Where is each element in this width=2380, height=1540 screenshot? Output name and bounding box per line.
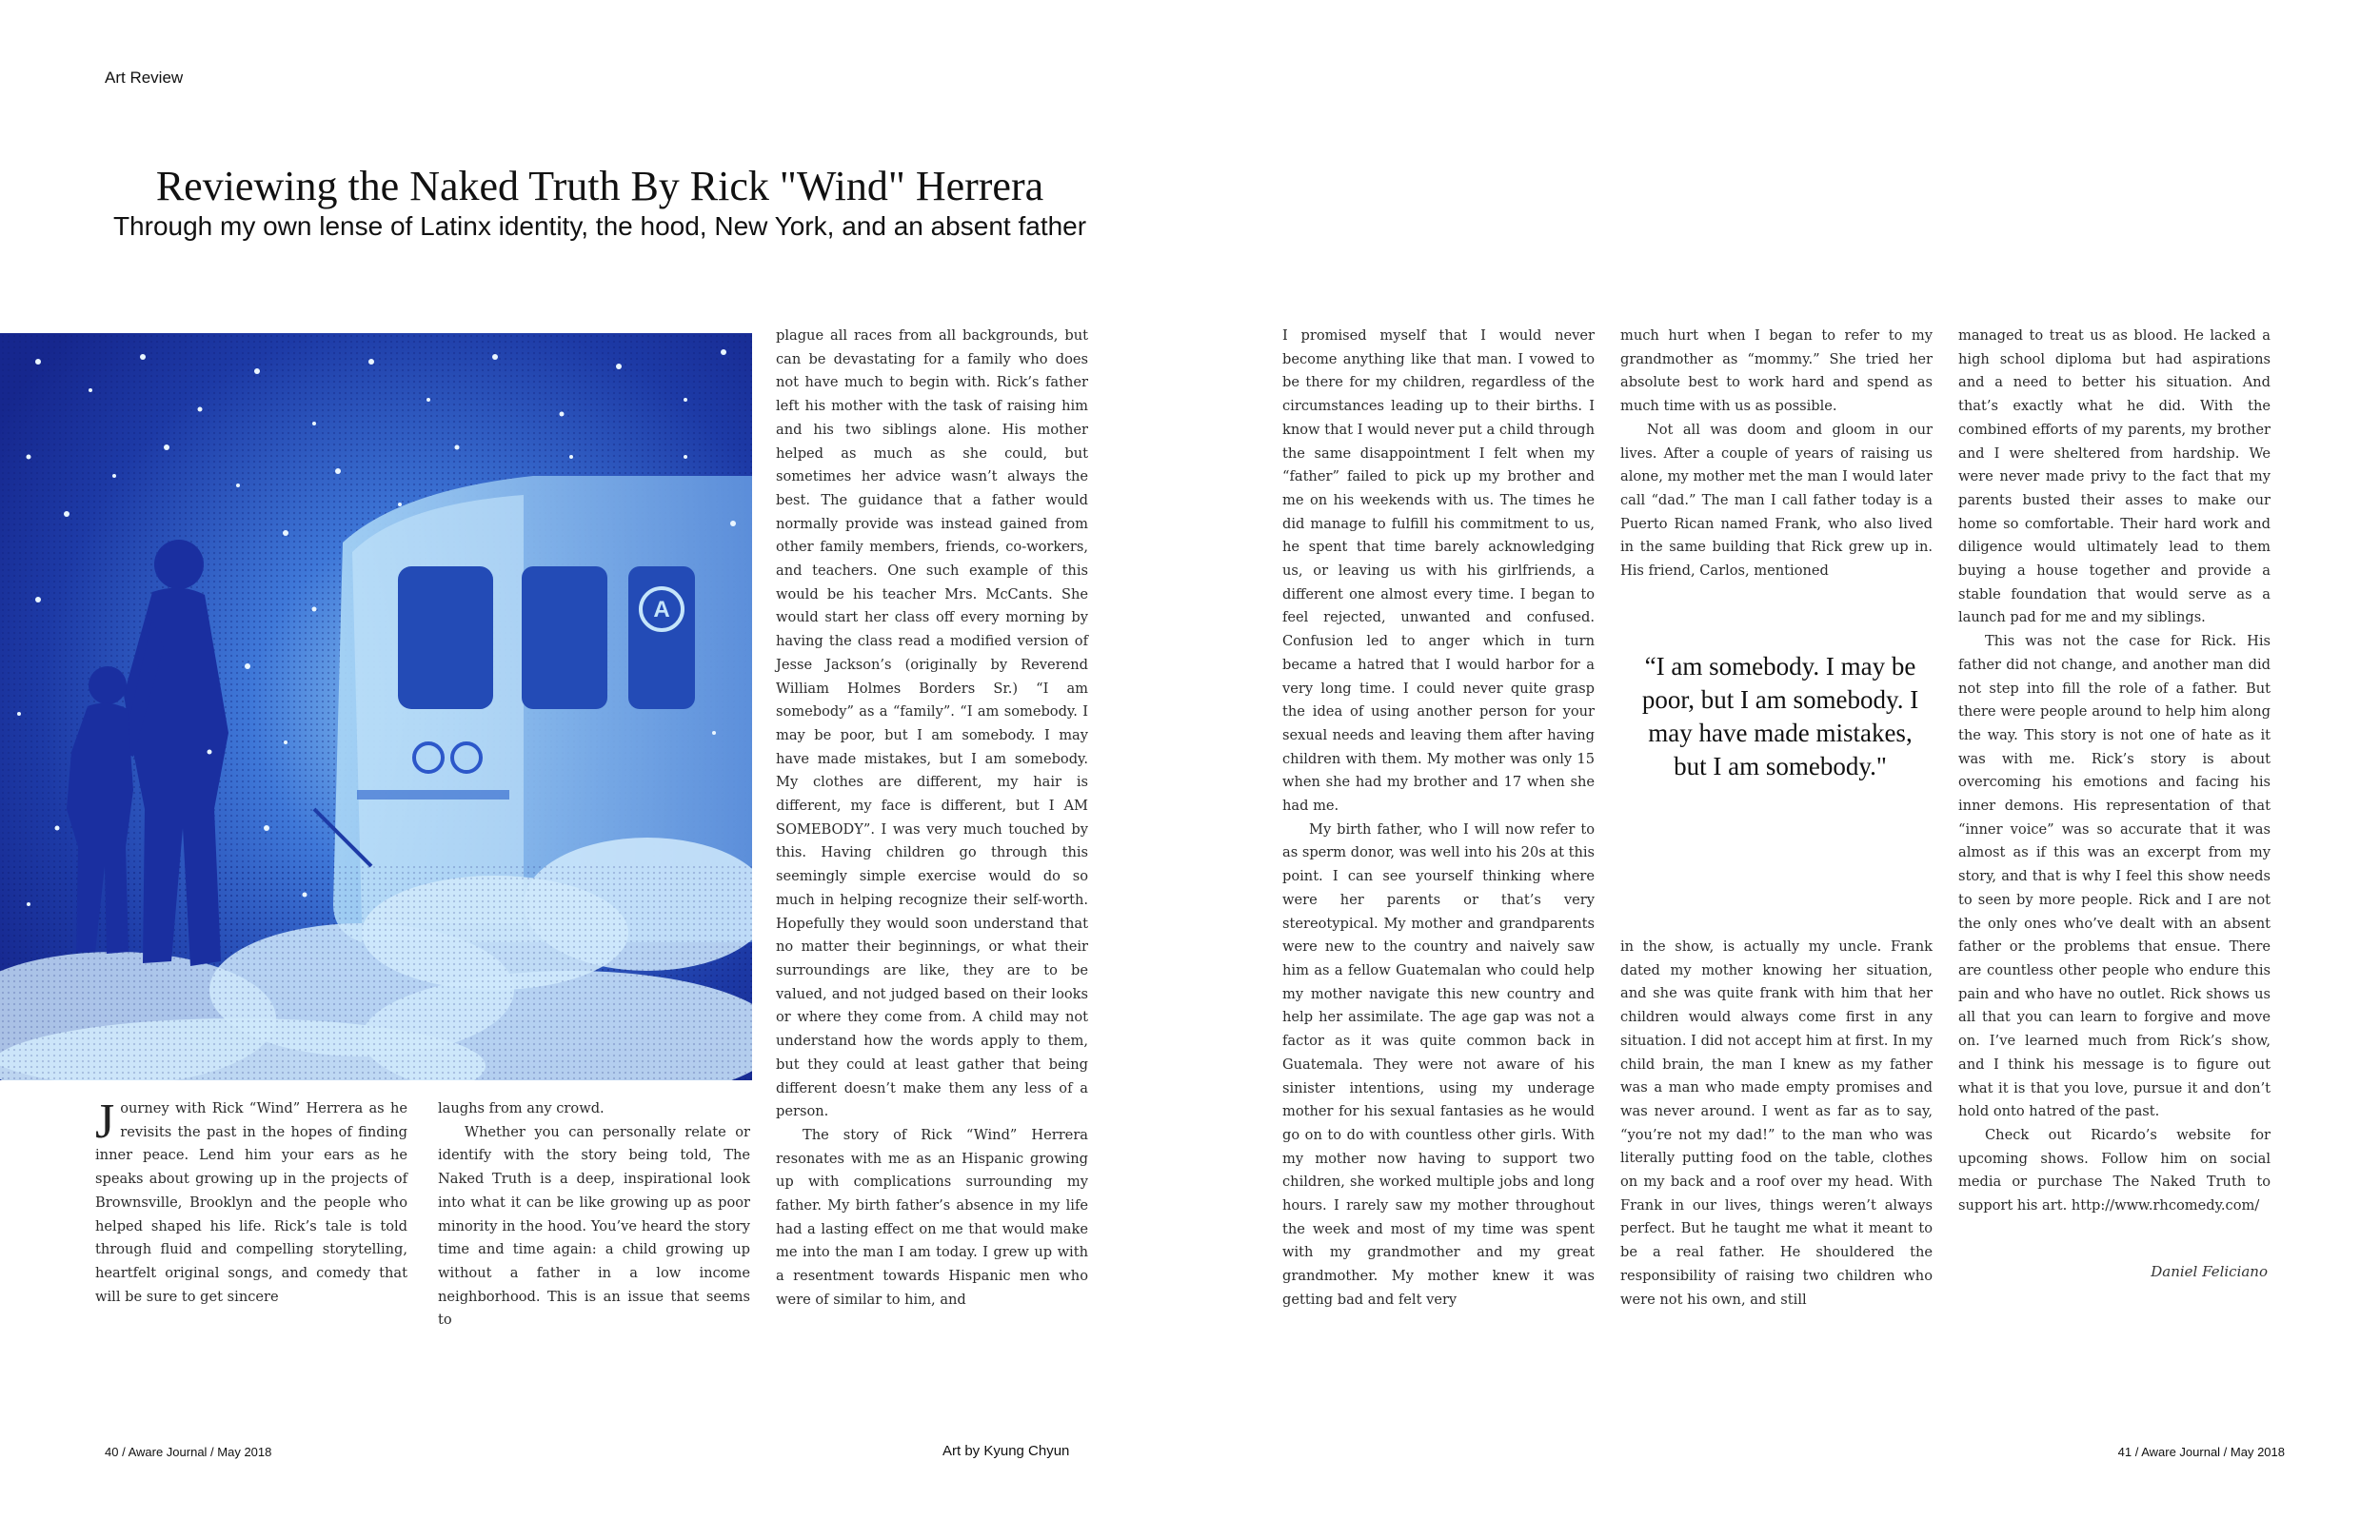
intro-paragraph: [95, 1097, 407, 1309]
svg-text:A: A: [653, 597, 670, 622]
intro-text: ourney with Rick “Wind” Herrera as he revisits the past in the hopes of finding inner peace. Lend him your ears as he speaks about growing up in the projects of Brownsville, Brooklyn and the people who helped shaped his life. Rick’s tale is told through fluid and compelling storytelling, heartfelt original songs, and comedy that will be sure to get sincere: [95, 1100, 407, 1305]
column-6: [1958, 325, 2271, 1218]
drop-cap: J: [95, 1095, 115, 1149]
pull-quote: “I am somebody. I may be poor, but I am somebody. I may have made mistakes, but I am somebody.": [1641, 652, 1919, 780]
paragraph: The story of Rick “Wind” Herrera resonates with me as an Hispanic growing up with complications surrounding my father. My birth father’s absence in my life had a lasting effect on me that would make me into the man I am today. I grew up with a resentment towards Hispanic men who were of similar to him, and: [776, 1126, 1088, 1308]
paragraph: laughs from any crowd.: [438, 1100, 605, 1116]
paragraph: I promised myself that I would never become anything like that man. I vowed to be there for my children, regardless of the circumstances leading up to their births. I know that I would never put a child through the same disappointment I felt when my “father” failed to pick up my brother and me on his weekends with us. The times he did manage to fulfill his commitment to us, he spent that time barely acknowledging us, or leaving us with his girlfriends, a different one almost every time. I began to feel rejected, unwanted and confused. Confusion led to anger which in turn became a hatred that I would harbor for a very long time. I could never quite grasp the idea of using another person for your sexual needs and leaving them after having children with them. My mother was only 15 when she had my brother and 17 when she had me.: [1282, 327, 1595, 815]
paragraph: Not all was doom and gloom in our lives. After a couple of years of raising us alone, my mother met the man I would later call “dad.” The man I call father today is a Puerto Rican named Frank, who also lived in the same building that Rick grew up in. His friend, Carlos, mentioned: [1620, 421, 1933, 580]
illustration-svg: [0, 333, 752, 1080]
article-title: Reviewing the Naked Truth By Rick "Wind" Herrera: [155, 163, 1044, 209]
article-subtitle: Through my own lense of Latinx identity, the hood, New York, and an absent father: [112, 211, 1087, 241]
illustration: [0, 333, 752, 1080]
paragraph: plague all races from all backgrounds, but can be devastating for a family who does not have much to begin with. Rick’s father left his mother with the task of raising him and his two siblings alone. His mother helped as much as she could, but sometimes her advice wasn’t always the best. The guidance that a father would normally provide was instead gained from other family members, friends, co-workers, and teachers. One such example of this would be his teacher Mrs. McCants. She would start her class off every morning by having the class read a modified version of Jesse Jackson’s (originally by Reverend William Holmes Borders Sr.) “I am somebody” as a “family”. “I am somebody. I may be poor, but I am somebody. I may have made mistakes, but I am somebody. My clothes are different, my hair is different, my face is different, but I AM SOMEBODY”. I was very much touched by this. Having children go through this seemingly simple exercise would do so much in helping recognize their self-worth. Hopefully they would soon understand that no matter their beginnings, or what their surroundings are like, they are to be valued, and not judged based on their looks or where they come from. A child may not understand how the words apply to them, but they could at least gather that being different doesn’t make them any less of a person.: [776, 327, 1088, 1120]
art-credit: Art by Kyung Chyun: [942, 1443, 1070, 1459]
paragraph: Whether you can personally relate or identify with the story being told, The Naked Truth is a deep, inspirational look into what it can be like growing up as poor minority in the hood. You’ve heard the story time and time again: a child growing up without a father in a low income neighborhood. This is an issue that seems to: [438, 1123, 750, 1329]
column-3: [776, 325, 1088, 1313]
paragraph: This was not the case for Rick. His father did not change, and another man did not step into fill the role of a father. But there were people around to help him along the way. This story is not one of hate as it was with me. Rick’s story is about overcoming his emotions and facing his inner demons. His representation of that “inner voice” was so accurate that it was almost as if this was an excerpt from my story, and that is why I feel this show needs to seen by more people. Rick and I are not the only ones who’ve dealt with an absent father or the problems that ensue. There are countless other people who endure this pain and who have no outlet. Rick shows us all that you can learn to forgive and move on. I’ve learned much from Rick’s show, and I think his message is to figure out what it is that you love, pursue it and don’t hold onto hatred of the past.: [1958, 633, 2271, 1120]
paragraph: managed to treat us as blood. He lacked a high school diploma but had aspirations and a need to better his situation. And that’s exactly what he did. With the combined efforts of my parents, my brother and I were sheltered from hardship. We were never made privy to the fact that my parents busted their asses to make our home so comfortable. Their hard work and diligence would ultimately lead to them buying a house together and provide a stable foundation that would serve as a launch pad for me and my siblings.: [1958, 327, 2271, 626]
column-5-bottom: [1620, 936, 1933, 1312]
column-5-top: [1620, 325, 1933, 583]
paragraph: in the show, is actually my uncle. Frank dated my mother knowing her situation, and she was quite frank with him that her children would always come first in any situation. I did not accept him at first. In my child brain, the man I knew as my father was a man who made empty promises and was never around. I went as far as to say, “you’re not my dad!” to the man who was literally putting food on the table, clothes on my back and a roof over my head. With Frank in our lives, things weren’t always perfect. But he taught me what it meant to be a real father. He shouldered the responsibility of raising two children who were not his own, and still: [1620, 938, 1933, 1308]
section-label: Art Review: [105, 69, 184, 87]
footer-right-folio: 41 / Aware Journal / May 2018: [2117, 1445, 2285, 1459]
column-4: [1282, 325, 1595, 1313]
paragraph: Check out Ricardo’s website for upcoming shows. Follow him on social media or purchase The Naked Truth to support his art. http://www.rhcomedy.com/: [1958, 1126, 2271, 1214]
paragraph: much hurt when I began to refer to my grandmother as “mommy.” She tried her absolute best to work hard and spend as much time with us as possible.: [1620, 327, 1933, 415]
paragraph: My birth father, who I will now refer to as sperm donor, was well into his 20s at this point. I can see yourself thinking where were her parents or that’s very stereotypical. My mother and grandparents were new to the country and naively saw him as a fellow Guatemalan who could help my mother navigate this new country and help her assimilate. The age gap was not a factor as it was quite common back in Guatemala. They were not aware of his sinister intentions, using my underage mother for his sexual fantasies as he would go on to do with countless other girls. With my mother now having to support two children, she worked multiple jobs and long hours. I rarely saw my mother throughout the week and most of my time was spent with my grandmother and my great grandmother. My mother knew it was getting bad and felt very: [1282, 820, 1596, 1308]
footer-left-folio: 40 / Aware Journal / May 2018: [105, 1445, 272, 1459]
author-byline: Daniel Feliciano: [2151, 1263, 2268, 1280]
column-2: [438, 1097, 750, 1333]
column-1: [95, 1097, 407, 1309]
